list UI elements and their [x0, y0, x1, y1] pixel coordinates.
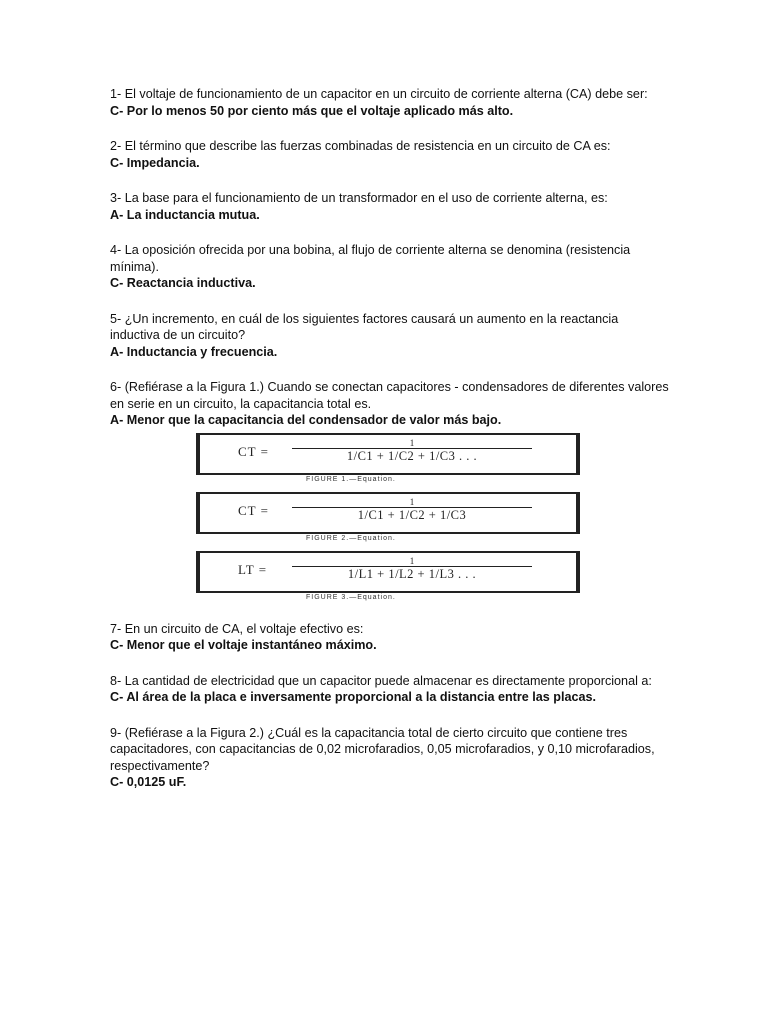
- answer-text: C- Por lo menos 50 por ciento más que el voltaje aplicado más alto.: [110, 103, 514, 118]
- answer-text: A- Menor que la capacitancia del condensador de valor más bajo.: [110, 413, 502, 427]
- equation-numerator: 1: [409, 496, 415, 507]
- question-3: [110, 190, 670, 223]
- question-text: 6- (Refiérase a la Figura 1.) Cuando se conectan capacitores - condensadores de diferentes valores en serie en un circuito, la capacitancia total es.: [110, 380, 669, 411]
- question-text: 9- (Refiérase a la Figura 2.) ¿Cuál es la capacitancia total de cierto circuito que contiene tres capacitadores, con capacitancias de 0,02 microfaradios, 0,05 microfaradios, y 0,10 microfaradios, respectivamente?: [110, 725, 655, 773]
- equation-denominator: 1/C1 + 1/C2 + 1/C3: [292, 507, 532, 523]
- answer-text: A- La inductancia mutua.: [110, 207, 260, 222]
- question-2: [110, 138, 670, 171]
- question-text: 7- En un circuito de CA, el voltaje efectivo es:: [110, 621, 364, 636]
- question-8: [110, 673, 670, 706]
- question-1: [110, 86, 670, 119]
- equation-numerator: 1: [409, 555, 415, 566]
- equation-denominator: 1/L1 + 1/L2 + 1/L3 . . .: [292, 566, 532, 582]
- answer-text: C- Menor que el voltaje instantáneo máximo.: [110, 638, 377, 652]
- figure-caption: FIGURE 3.—Equation.: [306, 593, 396, 601]
- question-4: [110, 242, 670, 292]
- equation-lhs: CT =: [238, 443, 269, 459]
- answer-text: C- 0,0125 uF.: [110, 775, 187, 789]
- figure-3: [196, 551, 596, 601]
- equation-numerator: 1: [409, 437, 415, 448]
- question-5: [110, 311, 670, 361]
- document-page: [110, 86, 670, 810]
- question-text: 4- La oposición ofrecida por una bobina, al flujo de corriente alterna se denomina (resistencia mínima).: [110, 243, 631, 274]
- answer-text: C- Impedancia.: [110, 155, 200, 170]
- question-text: 3- La base para el funcionamiento de un transformador en el uso de corriente alterna, es:: [110, 191, 608, 205]
- equation-fraction: [292, 498, 532, 523]
- answer-text: C- Reactancia inductiva.: [110, 276, 256, 290]
- figure-caption: FIGURE 1.—Equation.: [306, 475, 396, 483]
- equation-denominator: 1/C1 + 1/C2 + 1/C3 . . .: [292, 448, 532, 464]
- equation-figures: [196, 433, 596, 601]
- equation-fraction: [292, 557, 532, 582]
- equation-box: [196, 433, 580, 475]
- question-text: 2- El término que describe las fuerzas combinadas de resistencia en un circuito de CA es:: [110, 139, 611, 153]
- question-text: 1- El voltaje de funcionamiento de un capacitor en un circuito de corriente alterna (CA) debe ser:: [110, 87, 648, 101]
- question-6: [110, 379, 670, 429]
- equation-box: [196, 551, 580, 593]
- equation-fraction: [292, 439, 532, 464]
- question-text: 8- La cantidad de electricidad que un capacitor puede almacenar es directamente proporcional a:: [110, 673, 652, 688]
- answer-text: C- Al área de la placa e inversamente proporcional a la distancia entre las placas.: [110, 690, 596, 704]
- equation-lhs: CT =: [238, 502, 269, 518]
- question-9: [110, 725, 670, 791]
- answer-text: A- Inductancia y frecuencia.: [110, 344, 278, 359]
- equation-box: [196, 492, 580, 534]
- figure-2: [196, 492, 596, 542]
- question-7: [110, 621, 670, 654]
- question-text: 5- ¿Un incremento, en cuál de los siguientes factores causará un aumento en la reactancia inductiva de un circuito?: [110, 311, 619, 342]
- figure-caption: FIGURE 2.—Equation.: [306, 534, 396, 542]
- figure-1: [196, 433, 596, 483]
- equation-lhs: LT =: [238, 561, 268, 577]
